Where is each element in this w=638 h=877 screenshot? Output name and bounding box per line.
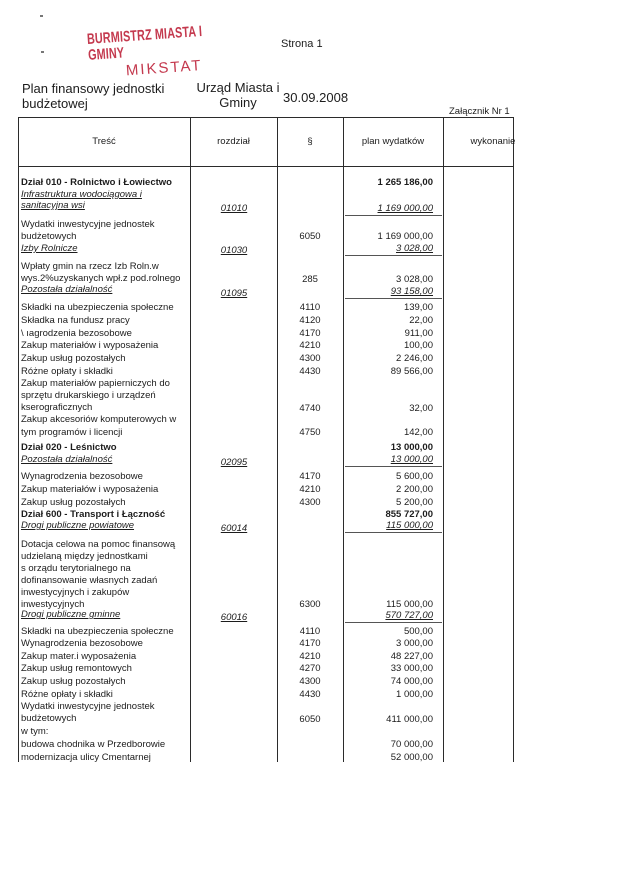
subtotal-rule — [345, 255, 442, 256]
row-description: Dział 600 - Transport i Łączność — [21, 509, 166, 520]
stamp-line-2: MIKSTAT — [125, 56, 204, 79]
row-paragraph-code: 4740 — [299, 403, 321, 414]
row-description: Zakup mater.i wyposażenia — [21, 651, 137, 662]
row-plan-amount: 93 158,00 — [390, 286, 433, 297]
row-paragraph-code: 6300 — [299, 599, 321, 610]
row-plan-amount: 139,00 — [403, 302, 433, 313]
page-number: Strona 1 — [281, 38, 323, 50]
column-header-paragraf: § — [307, 136, 313, 147]
column-divider — [513, 117, 514, 762]
row-plan-amount: 2 246,00 — [396, 353, 433, 364]
row-paragraph-code: 6050 — [299, 231, 321, 242]
row-chapter-code: 01030 — [220, 245, 248, 256]
stamp-line-1: BURMISTRZ MIASTA I GMINY — [86, 22, 203, 64]
column-divider — [190, 117, 191, 762]
document-title-line-1: Plan finansowy jednostki — [22, 81, 165, 96]
row-chapter-code: 60016 — [220, 612, 248, 623]
document-date: 30.09.2008 — [283, 90, 349, 105]
row-chapter-code: 01010 — [220, 203, 248, 214]
row-plan-amount: 52 000,00 — [390, 752, 433, 763]
row-chapter-code: 01095 — [220, 288, 248, 299]
row-plan-amount: 32,00 — [409, 403, 433, 414]
row-paragraph-code: 4170 — [299, 471, 321, 482]
row-description: Pozostała działalność — [21, 284, 113, 295]
row-plan-amount: 1 169 000,00 — [377, 231, 433, 242]
column-divider — [443, 117, 444, 762]
row-description: Zakup materiałów papierniczych do — [21, 378, 170, 389]
row-plan-amount: 115 000,00 — [386, 599, 433, 610]
row-description: Różne opłaty i składki — [21, 366, 113, 377]
row-description: Drogi publiczne gminne — [21, 609, 121, 620]
row-paragraph-code: 4270 — [299, 663, 321, 674]
row-description: Zakup materiałów i wyposażenia — [21, 484, 159, 495]
annex-number: Załącznik Nr 1 — [449, 106, 510, 117]
row-description: Zakup usług pozostałych — [21, 497, 126, 508]
row-description: sprzętu drukarskiego i urządzeń — [21, 390, 156, 401]
row-plan-amount: 74 000,00 — [390, 676, 433, 687]
subtotal-rule — [345, 466, 442, 467]
row-description: Dotacja celowa na pomoc finansową — [21, 539, 176, 550]
row-description: Zakup usług pozostałych — [21, 676, 126, 687]
row-description: budżetowych — [21, 713, 77, 724]
row-description: budowa chodnika w Przedborowie — [21, 739, 166, 750]
row-description: budżetowych — [21, 231, 77, 242]
column-divider — [343, 117, 344, 762]
row-paragraph-code: 4300 — [299, 353, 321, 364]
row-description: tym programów i licencji — [21, 427, 123, 438]
row-description: inwestycyjnych — [21, 599, 85, 610]
row-description: Drogi publiczne powiatowe — [21, 520, 135, 531]
row-description: Izby Rolnicze — [21, 243, 78, 254]
document-title-line-2: budżetowej — [22, 96, 88, 111]
row-paragraph-code: 6050 — [299, 714, 321, 725]
row-paragraph-code: 4210 — [299, 484, 321, 495]
row-paragraph-code: 4170 — [299, 328, 321, 339]
row-description: dofinansowanie własnych zadań — [21, 575, 158, 586]
row-paragraph-code: 4750 — [299, 427, 321, 438]
column-divider — [18, 117, 19, 762]
row-plan-amount: 142,00 — [403, 427, 433, 438]
header-bottom-border — [18, 166, 514, 167]
row-description: \ ıagrodzenia bezosobowe — [21, 328, 132, 339]
subtotal-rule — [345, 622, 442, 623]
row-description: inwestycyjnych i zakupów — [21, 587, 130, 598]
row-description: Zakup akcesoriów komputerowych w — [21, 414, 177, 425]
row-chapter-code: 60014 — [220, 523, 248, 534]
column-header-tresc: Treść — [92, 136, 116, 147]
row-paragraph-code: 4110 — [299, 302, 321, 313]
row-plan-amount: 13 000,00 — [390, 442, 433, 453]
table-top-border — [18, 117, 514, 118]
row-plan-amount: 22,00 — [409, 315, 433, 326]
row-description: Zakup materiałów i wyposażenia — [21, 340, 159, 351]
row-description: kserograficznych — [21, 402, 93, 413]
row-plan-amount: 70 000,00 — [390, 739, 433, 750]
subtotal-rule — [345, 215, 442, 216]
row-paragraph-code: 4430 — [299, 366, 321, 377]
row-description: modernizacja ulicy Cmentarnej — [21, 752, 151, 763]
row-description: Wynagrodzenia bezosobowe — [21, 471, 143, 482]
subtotal-rule — [345, 298, 442, 299]
row-plan-amount: 13 000,00 — [390, 454, 433, 465]
row-description: Składka na fundusz pracy — [21, 315, 130, 326]
row-paragraph-code: 4300 — [299, 676, 321, 687]
row-description: Zakup usług remontowych — [21, 663, 132, 674]
row-plan-amount: 89 566,00 — [390, 366, 433, 377]
column-header-wykonanie: wykonanie — [470, 136, 516, 147]
row-description: Wpłaty gmin na rzecz Izb Roln.w — [21, 261, 159, 272]
row-plan-amount: 911,00 — [404, 328, 433, 339]
row-plan-amount: 115 000,00 — [386, 520, 433, 531]
row-paragraph-code: 4210 — [299, 651, 321, 662]
row-paragraph-code: 4300 — [299, 497, 321, 508]
row-plan-amount: 1 169 000,00 — [377, 203, 433, 214]
row-description: sanitacyjna wsi — [21, 200, 85, 211]
row-plan-amount: 3 000,00 — [396, 638, 433, 649]
row-description: wys.2%uzyskanych wpł.z pod.rolnego — [21, 273, 181, 284]
row-plan-amount: 5 200,00 — [396, 497, 433, 508]
row-plan-amount: 1 265 186,00 — [377, 177, 433, 188]
row-description: Infrastruktura wodociągowa i — [21, 189, 142, 200]
row-plan-amount: 48 227,00 — [390, 651, 433, 662]
row-description: Różne opłaty i składki — [21, 689, 113, 700]
row-paragraph-code: 285 — [302, 274, 318, 285]
row-plan-amount: 5 600,00 — [396, 471, 433, 482]
row-description: udzielaną między jednostkami — [21, 551, 148, 562]
row-description: w tym: — [21, 726, 49, 737]
row-description: Wydatki inwestycyjne jednostek — [21, 701, 155, 712]
row-plan-amount: 33 000,00 — [390, 663, 433, 674]
organization-name-line-1: Urząd Miasta i — [196, 80, 280, 95]
organization-name-line-2: Gminy — [219, 95, 257, 110]
row-plan-amount: 2 200,00 — [396, 484, 433, 495]
row-description: Pozostała działalność — [21, 454, 113, 465]
row-plan-amount: 570 727,00 — [385, 610, 433, 621]
row-plan-amount: 1 000,00 — [396, 689, 433, 700]
row-plan-amount: 855 727,00 — [385, 509, 433, 520]
subtotal-rule — [345, 532, 442, 533]
row-description: Dział 010 - Rolnictwo i Łowiectwo — [21, 177, 172, 188]
row-paragraph-code: 4170 — [299, 638, 321, 649]
row-description: Wydatki inwestycyjne jednostek — [21, 219, 155, 230]
row-description: Zakup usług pozostałych — [21, 353, 126, 364]
row-paragraph-code: 4110 — [299, 626, 321, 637]
row-description: Składki na ubezpieczenia społeczne — [21, 626, 174, 637]
row-plan-amount: 100,00 — [403, 340, 433, 351]
column-divider — [277, 117, 278, 762]
row-chapter-code: 02095 — [220, 457, 248, 468]
row-paragraph-code: 4430 — [299, 689, 321, 700]
row-description: Wynagrodzenia bezosobowe — [21, 638, 143, 649]
row-plan-amount: 500,00 — [403, 626, 433, 637]
row-description: s orządu terytorialnego na — [21, 563, 131, 574]
row-plan-amount: 3 028,00 — [396, 274, 433, 285]
row-description: Dział 020 - Leśnictwo — [21, 442, 117, 453]
row-description: Składki na ubezpieczenia społeczne — [21, 302, 174, 313]
row-plan-amount: 3 028,00 — [396, 243, 433, 254]
row-plan-amount: 411 000,00 — [386, 714, 433, 725]
row-paragraph-code: 4210 — [299, 340, 321, 351]
column-header-plan: plan wydatków — [361, 136, 425, 147]
row-paragraph-code: 4120 — [299, 315, 321, 326]
column-header-rozdzial: rozdział — [217, 136, 250, 147]
